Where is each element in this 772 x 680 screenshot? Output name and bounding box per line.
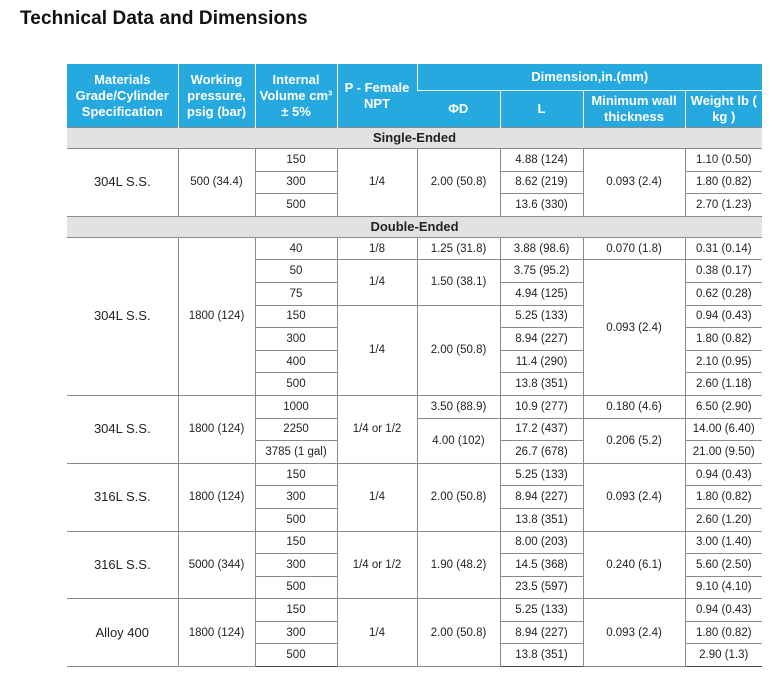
volume-cell: 500	[255, 644, 337, 667]
length-cell: 3.88 (98.6)	[500, 237, 583, 260]
length-cell: 13.8 (351)	[500, 373, 583, 396]
weight-cell: 1.80 (0.82)	[685, 328, 762, 351]
volume-cell: 300	[255, 328, 337, 351]
wall-cell: 0.206 (5.2)	[583, 418, 685, 463]
weight-cell: 1.10 (0.50)	[685, 149, 762, 172]
od-cell: 1.25 (31.8)	[417, 237, 500, 260]
length-cell: 17.2 (437)	[500, 418, 583, 441]
length-cell: 8.94 (227)	[500, 486, 583, 509]
length-cell: 8.62 (219)	[500, 171, 583, 194]
header-weight: Weight lb ( kg )	[685, 91, 762, 128]
pressure-cell: 1800 (124)	[178, 237, 255, 395]
od-cell: 2.00 (50.8)	[417, 599, 500, 667]
material-cell: 304L S.S.	[67, 237, 178, 395]
volume-cell: 150	[255, 531, 337, 554]
length-cell: 4.88 (124)	[500, 149, 583, 172]
weight-cell: 5.60 (2.50)	[685, 554, 762, 577]
npt-cell: 1/4	[337, 305, 417, 395]
volume-cell: 1000	[255, 395, 337, 418]
length-cell: 5.25 (133)	[500, 305, 583, 328]
weight-cell: 1.80 (0.82)	[685, 486, 762, 509]
npt-cell: 1/4	[337, 260, 417, 305]
wall-cell: 0.093 (2.4)	[583, 599, 685, 667]
length-cell: 26.7 (678)	[500, 441, 583, 464]
table-row	[67, 395, 762, 418]
weight-cell: 2.70 (1.23)	[685, 194, 762, 217]
od-cell: 3.50 (88.9)	[417, 395, 500, 418]
length-cell: 3.75 (95.2)	[500, 260, 583, 283]
volume-cell: 40	[255, 237, 337, 260]
material-cell: 316L S.S.	[67, 463, 178, 531]
pressure-cell: 5000 (344)	[178, 531, 255, 599]
material-cell: 304L S.S.	[67, 149, 178, 217]
volume-cell: 300	[255, 486, 337, 509]
length-cell: 13.8 (351)	[500, 508, 583, 531]
weight-cell: 2.60 (1.20)	[685, 508, 762, 531]
wall-cell: 0.093 (2.4)	[583, 149, 685, 217]
volume-cell: 150	[255, 599, 337, 622]
npt-cell: 1/4 or 1/2	[337, 395, 417, 463]
section-single-ended: Single-Ended	[67, 128, 762, 149]
volume-cell: 150	[255, 149, 337, 172]
length-cell: 8.00 (203)	[500, 531, 583, 554]
weight-cell: 0.94 (0.43)	[685, 599, 762, 622]
pressure-cell: 1800 (124)	[178, 599, 255, 667]
wall-cell: 0.093 (2.4)	[583, 463, 685, 531]
weight-cell: 0.94 (0.43)	[685, 305, 762, 328]
volume-cell: 500	[255, 508, 337, 531]
wall-cell: 0.070 (1.8)	[583, 237, 685, 260]
table-row	[67, 531, 762, 554]
length-cell: 11.4 (290)	[500, 350, 583, 373]
volume-cell: 500	[255, 576, 337, 599]
volume-cell: 300	[255, 171, 337, 194]
header-internal-volume: Internal Volume cm³ ± 5%	[255, 64, 337, 128]
weight-cell: 1.80 (0.82)	[685, 621, 762, 644]
header-working-pressure: Working pressure, psig (bar)	[178, 64, 255, 128]
weight-cell: 0.94 (0.43)	[685, 463, 762, 486]
volume-cell: 500	[255, 373, 337, 396]
volume-cell: 75	[255, 282, 337, 305]
length-cell: 8.94 (227)	[500, 328, 583, 351]
od-cell: 2.00 (50.8)	[417, 463, 500, 531]
header-npt: P - Female NPT	[337, 64, 417, 128]
od-cell: 1.90 (48.2)	[417, 531, 500, 599]
material-cell: 316L S.S.	[67, 531, 178, 599]
technical-data-table	[67, 64, 762, 667]
pressure-cell: 1800 (124)	[178, 395, 255, 463]
npt-cell: 1/4 or 1/2	[337, 531, 417, 599]
volume-cell: 150	[255, 463, 337, 486]
length-cell: 13.8 (351)	[500, 644, 583, 667]
weight-cell: 1.80 (0.82)	[685, 171, 762, 194]
weight-cell: 14.00 (6.40)	[685, 418, 762, 441]
od-cell: 4.00 (102)	[417, 418, 500, 463]
volume-cell: 400	[255, 350, 337, 373]
weight-cell: 2.60 (1.18)	[685, 373, 762, 396]
page-title: Technical Data and Dimensions	[20, 8, 308, 29]
npt-cell: 1/4	[337, 599, 417, 667]
pressure-cell: 1800 (124)	[178, 463, 255, 531]
volume-cell: 500	[255, 194, 337, 217]
header-length: L	[500, 91, 583, 128]
table-row	[67, 237, 762, 260]
weight-cell: 3.00 (1.40)	[685, 531, 762, 554]
npt-cell: 1/4	[337, 463, 417, 531]
npt-cell: 1/4	[337, 149, 417, 217]
header-od: ΦD	[417, 91, 500, 128]
weight-cell: 0.62 (0.28)	[685, 282, 762, 305]
header-min-wall: Minimum wall thickness	[583, 91, 685, 128]
npt-cell: 1/8	[337, 237, 417, 260]
table-row	[67, 599, 762, 622]
section-row	[67, 216, 762, 237]
weight-cell: 2.10 (0.95)	[685, 350, 762, 373]
od-cell: 2.00 (50.8)	[417, 305, 500, 395]
wall-cell: 0.093 (2.4)	[583, 260, 685, 396]
table-row	[67, 149, 762, 172]
volume-cell: 150	[255, 305, 337, 328]
length-cell: 5.25 (133)	[500, 463, 583, 486]
length-cell: 10.9 (277)	[500, 395, 583, 418]
wall-cell: 0.240 (6.1)	[583, 531, 685, 599]
weight-cell: 0.31 (0.14)	[685, 237, 762, 260]
weight-cell: 2.90 (1.3)	[685, 644, 762, 667]
table-header	[67, 64, 762, 128]
length-cell: 8.94 (227)	[500, 621, 583, 644]
volume-cell: 3785 (1 gal)	[255, 441, 337, 464]
length-cell: 13.6 (330)	[500, 194, 583, 217]
pressure-cell: 500 (34.4)	[178, 149, 255, 217]
weight-cell: 9.10 (4.10)	[685, 576, 762, 599]
od-cell: 1.50 (38.1)	[417, 260, 500, 305]
material-cell: Alloy 400	[67, 599, 178, 667]
length-cell: 4.94 (125)	[500, 282, 583, 305]
material-cell: 304L S.S.	[67, 395, 178, 463]
header-dimension: Dimension,in.(mm)	[417, 64, 762, 91]
length-cell: 14.5 (368)	[500, 554, 583, 577]
section-row	[67, 128, 762, 149]
weight-cell: 21.00 (9.50)	[685, 441, 762, 464]
od-cell: 2.00 (50.8)	[417, 149, 500, 217]
volume-cell: 300	[255, 621, 337, 644]
length-cell: 5.25 (133)	[500, 599, 583, 622]
volume-cell: 2250	[255, 418, 337, 441]
volume-cell: 50	[255, 260, 337, 283]
wall-cell: 0.180 (4.6)	[583, 395, 685, 418]
length-cell: 23.5 (597)	[500, 576, 583, 599]
weight-cell: 6.50 (2.90)	[685, 395, 762, 418]
table-row	[67, 463, 762, 486]
header-materials: Materials Grade/Cylinder Specification	[67, 64, 178, 128]
volume-cell: 300	[255, 554, 337, 577]
section-double-ended: Double-Ended	[67, 216, 762, 237]
weight-cell: 0.38 (0.17)	[685, 260, 762, 283]
